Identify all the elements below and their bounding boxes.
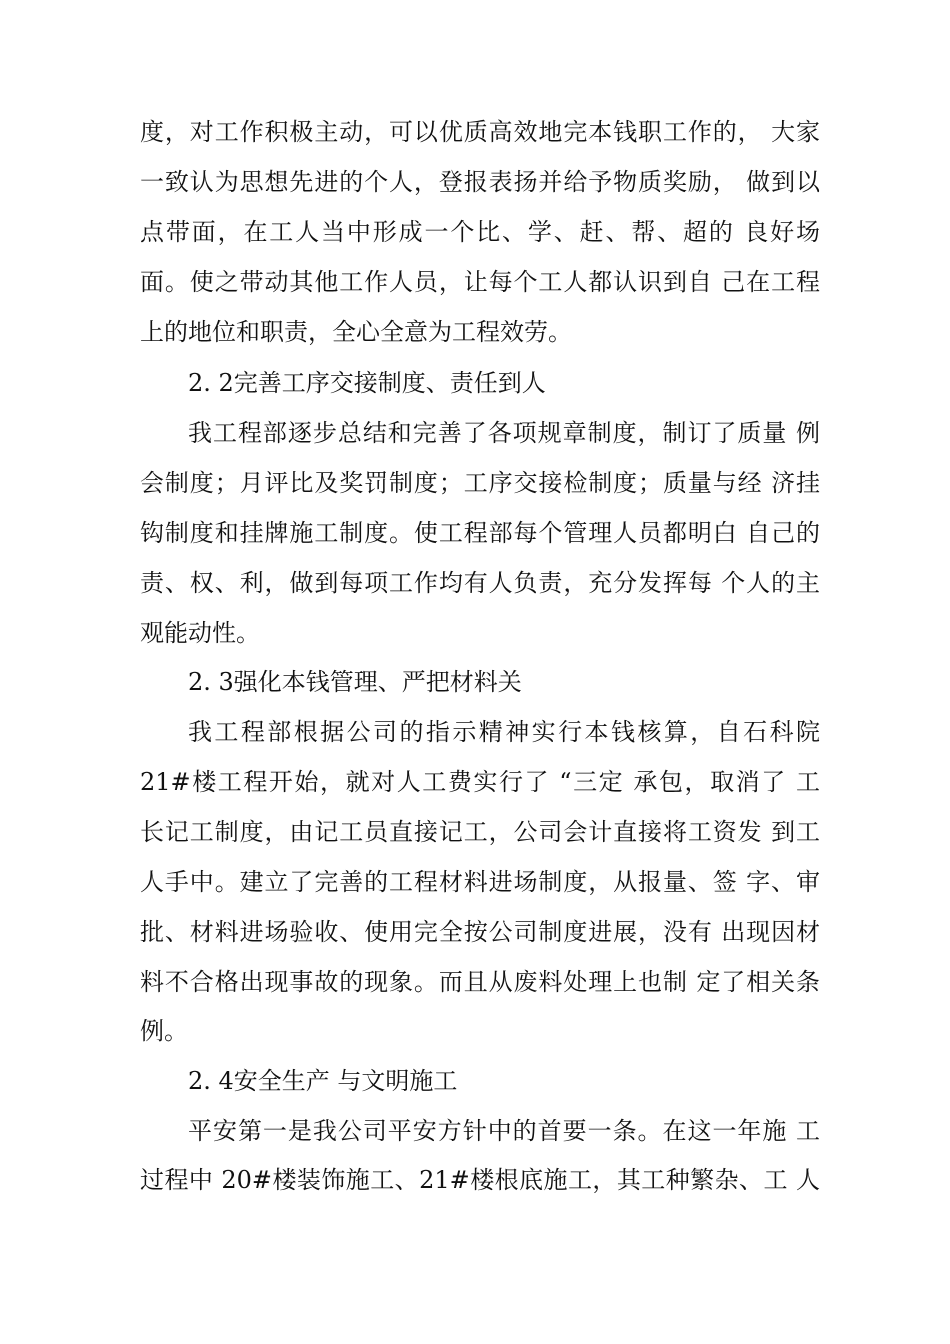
body-text-line: 责、权、利，做到每项工作均有人负责，充分发挥每 个人的主: [140, 569, 820, 597]
body-text-line: 点带面，在工人当中形成一个比、学、赶、帮、超的 良好场: [140, 218, 820, 246]
body-text-line: 料不合格出现事故的现象。而且从废料处理上也制 定了相关条: [140, 968, 820, 996]
section-heading: 2. 4安全生产 与文明施工: [188, 1067, 458, 1095]
body-text-line: 度，对工作积极主动，可以优质高效地完本钱职工作的， 大家: [140, 118, 820, 146]
section-heading: 2. 2完善工序交接制度、责任到人: [188, 369, 546, 397]
body-text-line: 批、材料进场验收、使用完全按公司制度进展，没有 出现因材: [140, 918, 820, 946]
body-text-line: 人手中。建立了完善的工程材料进场制度，从报量、签 字、审: [140, 868, 820, 896]
body-text-line: 观能动性。: [140, 619, 260, 647]
body-text-line: 钩制度和挂牌施工制度。使工程部每个管理人员都明白 自己的: [140, 519, 820, 547]
body-text-line: 面。使之带动其他工作人员，让每个工人都认识到自 己在工程: [140, 268, 820, 296]
body-text-line: 我工程部根据公司的指示精神实行本钱核算，自石科院: [188, 718, 820, 746]
body-text-line: 我工程部逐步总结和完善了各项规章制度，制订了质量 例: [188, 419, 820, 447]
body-text-line: 21#楼工程开始，就对人工费实行了 “三定 承包，取消了 工: [140, 768, 820, 796]
body-text-line: 平安第一是我公司平安方针中的首要一条。在这一年施 工: [188, 1117, 820, 1145]
body-text-line: 过程中 20#楼装饰施工、21#楼根底施工，其工种繁杂、工 人: [140, 1166, 820, 1194]
body-text-line: 一致认为思想先进的个人，登报表扬并给予物质奖励， 做到以: [140, 168, 820, 196]
body-text-line: 会制度；月评比及奖罚制度；工序交接检制度；质量与经 济挂: [140, 469, 820, 497]
body-text-line: 上的地位和职责，全心全意为工程效劳。: [140, 318, 572, 346]
body-text-line: 长记工制度，由记工员直接记工，公司会计直接将工资发 到工: [140, 818, 820, 846]
section-heading: 2. 3强化本钱管理、严把材料关: [188, 668, 522, 696]
body-text-line: 例。: [140, 1017, 188, 1045]
